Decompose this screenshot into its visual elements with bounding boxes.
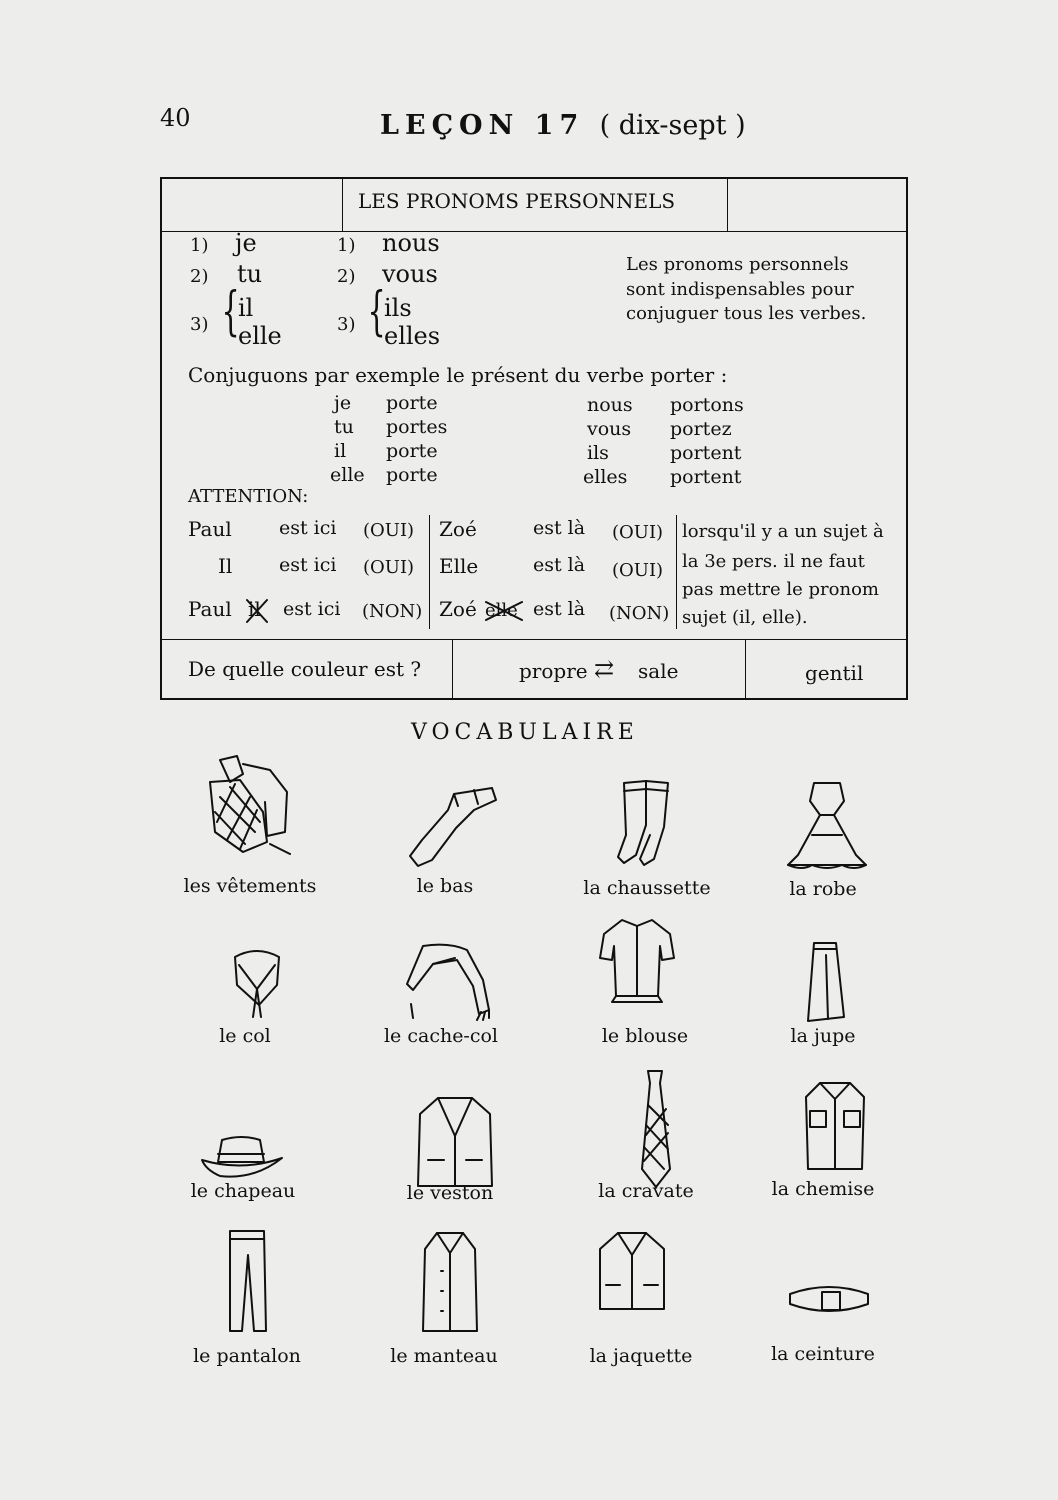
vocab-label: la cravate: [598, 1180, 694, 1202]
conj-pronoun: elle: [330, 464, 365, 486]
example-mark: (OUI): [363, 557, 415, 578]
opposite-clean: propre: [519, 659, 588, 683]
adjective-gentil: gentil: [805, 661, 864, 685]
rule-line: pas mettre le pronom: [682, 579, 879, 600]
brace: {: [367, 282, 386, 342]
tie-icon: [630, 1065, 680, 1195]
example-mark: (OUI): [363, 520, 415, 541]
conj-verb: porte: [386, 392, 438, 414]
vocab-label: la jupe: [790, 1025, 856, 1047]
crossed-pronoun: elle: [485, 600, 518, 621]
example-subject: Il: [218, 554, 233, 578]
scarf-icon: [393, 940, 503, 1025]
collar-icon: [225, 945, 290, 1025]
dress-icon: [782, 775, 872, 875]
pronoun-ils: ils: [384, 294, 412, 322]
example-subject: Paul: [188, 517, 232, 541]
example-subject: Zoé: [439, 597, 477, 621]
conj-pronoun: il: [334, 440, 347, 462]
pronoun-tu: tu: [237, 260, 263, 288]
attention-label: ATTENTION:: [188, 486, 309, 507]
rule-line: lorsqu'il y a un sujet à: [682, 521, 884, 542]
vocab-label: la chaussette: [583, 877, 711, 899]
pronoun-num: 1): [190, 235, 209, 256]
conj-pronoun: tu: [334, 416, 354, 438]
pronoun-num: 2): [337, 266, 356, 287]
example-verb: est ici: [283, 598, 341, 620]
crossed-pronoun: il: [248, 597, 261, 621]
example-verb: est ici: [279, 517, 337, 539]
example-subject: Zoé: [439, 517, 477, 541]
conj-pronoun: nous: [587, 394, 633, 416]
example-subject: Elle: [439, 554, 479, 578]
color-question: De quelle couleur est ?: [188, 657, 422, 681]
example-verb: est ici: [279, 554, 337, 576]
pronoun-elles: elles: [384, 322, 441, 350]
clothes-icon: [195, 752, 295, 862]
example-verb: est là: [533, 598, 586, 620]
vocabulary-heading: VOCABULAIRE: [411, 720, 639, 745]
exchange-arrows-icon: ⇄: [594, 655, 615, 683]
page-number: 40: [160, 104, 191, 132]
conj-verb: portent: [670, 466, 742, 488]
lesson-title: [380, 110, 746, 141]
grammar-box: [160, 177, 908, 700]
conj-verb: portent: [670, 442, 742, 464]
shirt-icon: [800, 1075, 870, 1180]
coat-icon: [415, 1225, 485, 1340]
conj-verb: porte: [386, 464, 438, 486]
vocab-label: le col: [219, 1025, 271, 1047]
example-mark: (OUI): [612, 560, 664, 581]
note-line: conjuguer tous les verbes.: [626, 303, 867, 324]
lesson-title-main: LEÇON 17: [380, 110, 585, 141]
short-jacket-icon: [592, 1225, 672, 1325]
pronoun-vous: vous: [382, 260, 438, 288]
cross-out-icon: [484, 599, 524, 623]
vocab-label: la jaquette: [589, 1345, 693, 1367]
trousers-icon: [220, 1225, 275, 1340]
vocab-label: la chemise: [771, 1178, 875, 1200]
pronoun-num: 3): [190, 314, 209, 335]
vocab-label: la ceinture: [771, 1343, 875, 1365]
vocab-label: le chapeau: [190, 1180, 296, 1202]
vocab-label: la robe: [789, 878, 857, 900]
vocab-label: le bas: [416, 875, 474, 897]
vocab-label: le cache-col: [383, 1025, 499, 1047]
skirt-icon: [796, 935, 856, 1030]
example-mark: (NON): [362, 601, 423, 622]
hat-icon: [194, 1130, 289, 1185]
conj-verb: portons: [670, 394, 744, 416]
vocab-label: les vêtements: [183, 875, 317, 897]
pronoun-num: 1): [337, 235, 356, 256]
conj-verb: porte: [386, 440, 438, 462]
pronoun-num: 3): [337, 314, 356, 335]
conj-verb: portez: [670, 418, 732, 440]
example-subject: Paul: [188, 597, 232, 621]
example-mark: (OUI): [612, 522, 664, 543]
pronouns-heading: LES PRONOMS PERSONNELS: [358, 189, 676, 213]
conjugation-intro: Conjuguons par exemple le présent du verbe porter :: [188, 363, 728, 387]
vocab-label: le veston: [406, 1182, 494, 1204]
conj-pronoun: ils: [587, 442, 609, 464]
example-verb: est là: [533, 517, 586, 539]
pronoun-je: je: [235, 229, 257, 257]
sock-icon: [610, 775, 680, 875]
vocab-label: le manteau: [390, 1345, 498, 1367]
conj-pronoun: elles: [583, 466, 628, 488]
pronoun-elle: elle: [238, 322, 282, 350]
note-line: sont indispensables pour: [626, 279, 854, 300]
example-verb: est là: [533, 554, 586, 576]
belt-icon: [782, 1278, 877, 1323]
rule-line: sujet (il, elle).: [682, 607, 808, 628]
conj-verb: portes: [386, 416, 448, 438]
conj-pronoun: je: [334, 392, 352, 414]
note-line: Les pronoms personnels: [626, 254, 849, 275]
lesson-subtitle: ( dix-sept ): [599, 110, 746, 141]
pronoun-il: il: [238, 294, 254, 322]
rule-line: la 3e pers. il ne faut: [682, 551, 865, 572]
pronoun-nous: nous: [382, 229, 440, 257]
vocab-label: le pantalon: [193, 1345, 301, 1367]
blouse-icon: [592, 912, 682, 1007]
stocking-icon: [404, 780, 499, 870]
cross-out-icon: [244, 597, 270, 625]
conj-pronoun: vous: [587, 418, 632, 440]
brace: {: [221, 282, 240, 342]
vocab-label: le blouse: [601, 1025, 689, 1047]
opposite-dirty: sale: [638, 659, 679, 683]
example-mark: (NON): [609, 603, 670, 624]
pronoun-num: 2): [190, 266, 209, 287]
